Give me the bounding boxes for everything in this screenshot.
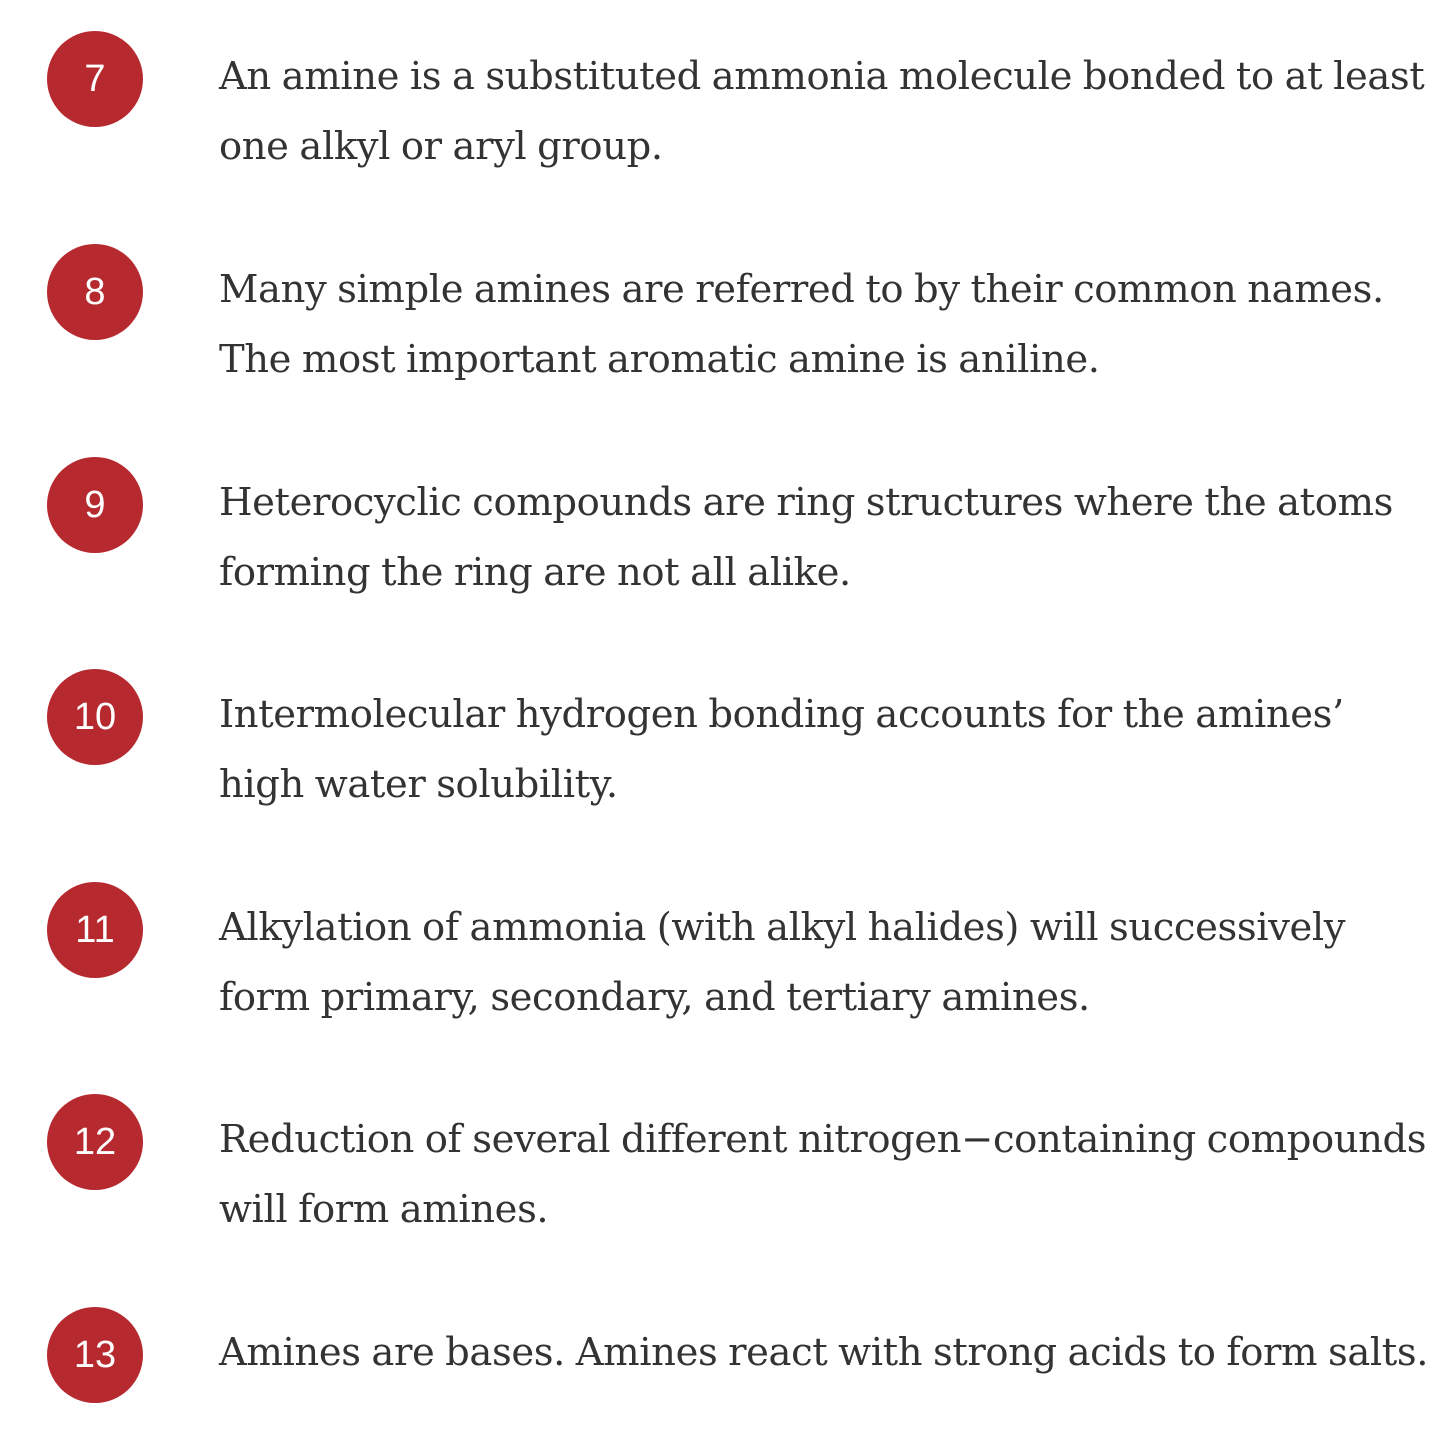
item-text: Amines are bases. Amines react with strong acids to form salts. xyxy=(219,1330,1429,1375)
number-badge: 12 xyxy=(47,1094,143,1190)
list-item xyxy=(0,213,1446,393)
item-text: Intermolecular hydrogen bonding accounts for the amines’ high water solubility. xyxy=(219,692,1344,807)
list-item xyxy=(0,638,1446,818)
number-badge: 13 xyxy=(47,1307,143,1403)
number-badge: 7 xyxy=(47,31,143,127)
number-badge: 8 xyxy=(47,244,143,340)
item-text: Heterocyclic compounds are ring structures where the atoms forming the ring are not all alike. xyxy=(219,480,1393,595)
list-item xyxy=(0,1276,1446,1456)
item-text: An amine is a substituted ammonia molecule bonded to at least one alkyl or aryl group. xyxy=(219,54,1425,169)
item-text: Reduction of several different nitrogen−containing compounds will form amines. xyxy=(219,1117,1427,1232)
list-item xyxy=(0,1063,1446,1243)
list-item xyxy=(0,0,1446,180)
number-badge: 9 xyxy=(47,457,143,553)
number-badge: 10 xyxy=(47,669,143,765)
list-item xyxy=(0,426,1446,606)
list-item xyxy=(0,851,1446,1031)
item-text: Many simple amines are referred to by their common names. The most important aromatic amine is aniline. xyxy=(219,267,1384,382)
number-badge: 11 xyxy=(47,882,143,978)
item-text: Alkylation of ammonia (with alkyl halides) will successively form primary, secondary, and tertiary amines. xyxy=(219,905,1346,1020)
